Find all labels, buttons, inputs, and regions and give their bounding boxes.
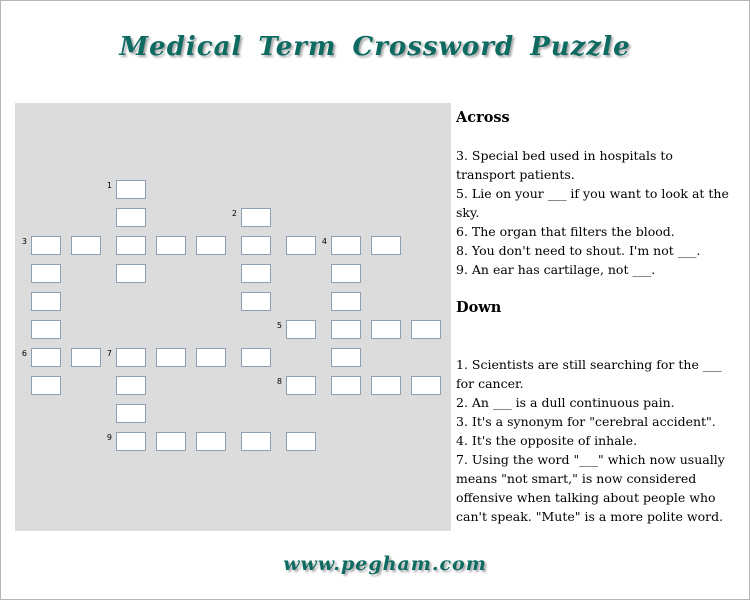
crossword-cell[interactable] <box>31 264 61 283</box>
crossword-cell[interactable] <box>31 236 61 255</box>
crossword-cell[interactable] <box>31 320 61 339</box>
across-clue: 3. Special bed used in hospitals to transport patients. <box>456 148 673 182</box>
crossword-cell[interactable] <box>31 376 61 395</box>
crossword-cell[interactable] <box>241 264 271 283</box>
clue-number-4: 4 <box>321 237 327 246</box>
clue-number-8: 8 <box>276 377 282 386</box>
crossword-cell[interactable] <box>371 376 401 395</box>
down-clue: 4. It's the opposite of inhale. <box>456 433 638 448</box>
crossword-cell[interactable] <box>241 432 271 451</box>
crossword-cell[interactable] <box>116 404 146 423</box>
clue-number-7: 7 <box>106 349 112 358</box>
crossword-cell[interactable] <box>331 236 361 255</box>
crossword-cell[interactable] <box>331 320 361 339</box>
clues-panel <box>456 108 736 526</box>
down-clue: 7. Using the word "___" which now usually means "not smart," is now considered offensive when talking about people who can't speak. "Mute" is a more polite word. <box>456 452 725 524</box>
crossword-cell[interactable] <box>156 348 186 367</box>
crossword-cell[interactable] <box>196 432 226 451</box>
clue-number-2: 2 <box>231 209 237 218</box>
crossword-cell[interactable] <box>241 292 271 311</box>
crossword-cell[interactable] <box>116 348 146 367</box>
crossword-cell[interactable] <box>196 348 226 367</box>
crossword-cell[interactable] <box>116 180 146 199</box>
crossword-cell[interactable] <box>411 320 441 339</box>
crossword-cell[interactable] <box>116 236 146 255</box>
crossword-cell[interactable] <box>331 348 361 367</box>
down-heading: Down <box>456 299 502 316</box>
clue-number-3: 3 <box>21 237 27 246</box>
clue-number-5: 5 <box>276 321 282 330</box>
page-title: Medical Term Crossword Puzzle <box>119 32 631 62</box>
crossword-cell[interactable] <box>156 236 186 255</box>
crossword-cell[interactable] <box>196 236 226 255</box>
crossword-cell[interactable] <box>286 376 316 395</box>
crossword-cell[interactable] <box>71 236 101 255</box>
crossword-cell[interactable] <box>31 292 61 311</box>
across-heading: Across <box>456 109 510 126</box>
crossword-cell[interactable] <box>71 348 101 367</box>
crossword-cell[interactable] <box>331 376 361 395</box>
crossword-cell[interactable] <box>286 320 316 339</box>
clue-number-9: 9 <box>106 433 112 442</box>
across-clue: 6. The organ that filters the blood. <box>456 224 675 239</box>
crossword-cell[interactable] <box>411 376 441 395</box>
crossword-cell[interactable] <box>241 348 271 367</box>
crossword-cell[interactable] <box>116 432 146 451</box>
crossword-cell[interactable] <box>371 320 401 339</box>
crossword-cell[interactable] <box>156 432 186 451</box>
footer-site-link[interactable]: www.pegham.com <box>283 553 487 575</box>
crossword-cell[interactable] <box>286 432 316 451</box>
down-clue: 2. An ___ is a dull continuous pain. <box>456 395 675 410</box>
clue-number-1: 1 <box>106 181 112 190</box>
down-clue: 1. Scientists are still searching for the ___ for cancer. <box>456 357 722 391</box>
crossword-cell[interactable] <box>286 236 316 255</box>
across-clue: 9. An ear has cartilage, not ___. <box>456 262 656 277</box>
crossword-cell[interactable] <box>331 292 361 311</box>
crossword-board <box>15 103 451 531</box>
crossword-cell[interactable] <box>31 348 61 367</box>
crossword-cell[interactable] <box>116 376 146 395</box>
crossword-cell[interactable] <box>371 236 401 255</box>
crossword-cell[interactable] <box>241 208 271 227</box>
crossword-cell[interactable] <box>116 208 146 227</box>
across-clue: 8. You don't need to shout. I'm not ___. <box>456 243 701 258</box>
crossword-cell[interactable] <box>241 236 271 255</box>
crossword-cell[interactable] <box>116 264 146 283</box>
down-clue: 3. It's a synonym for "cerebral accident". <box>456 414 716 429</box>
across-clue: 5. Lie on your ___ if you want to look at the sky. <box>456 186 729 220</box>
clue-number-6: 6 <box>21 349 27 358</box>
crossword-cell[interactable] <box>331 264 361 283</box>
